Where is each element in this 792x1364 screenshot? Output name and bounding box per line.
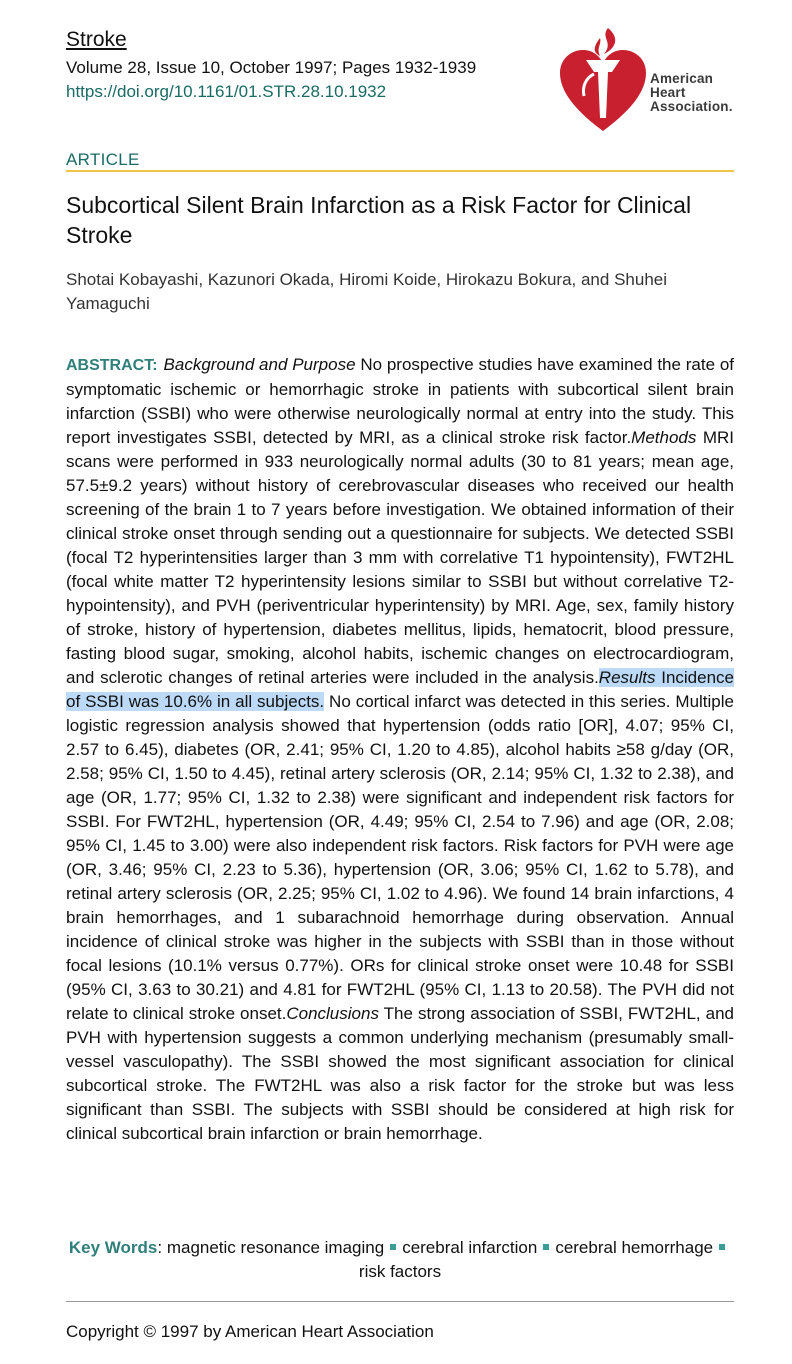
section-divider (66, 170, 734, 172)
keyword-item[interactable]: cerebral infarction (402, 1238, 538, 1257)
results-heading: Results (598, 668, 656, 687)
background-text: No prospective studies have examined the rate of symptomatic ischemic or hemorrhagic stroke in patients with subcortical silent brain infarction (SSBI) who were otherwise neurologically normal at entry into the study. This report investigates SSBI, detected by MRI, as a clinical stroke risk factor. (66, 355, 734, 447)
keywords (66, 1236, 734, 1284)
results-text: No cortical infarct was detected in this series. Multiple logistic regression analysis showed that hypertension (odds ratio [OR], 4.07; 95% CI, 2.57 to 6.45), diabetes (OR, 2.41; 95% CI, 1.20 to 4.85), alcohol habits ≥58 g/day (OR, 2.58; 95% CI, 1.50 to 4.45), retinal artery sclerosis (OR, 2.14; 95% CI, 1.32 to 2.38), and age (OR, 1.77; 95% CI, 1.32 to 2.38) were significant and independent risk factors for SSBI. For FWT2HL, hypertension (OR, 4.49; 95% CI, 2.54 to 7.96) and age (OR, 2.08; 95% CI, 1.45 to 3.00) were also independent risk factors. Risk factors for PVH were age (OR, 3.46; 95% CI, 2.23 to 5.36), hypertension (OR, 3.06; 95% CI, 1.62 to 5.78), and retinal artery sclerosis (OR, 2.25; 95% CI, 1.02 to 4.96). We found 14 brain infarctions, 4 brain hemorrhages, and 1 subarachnoid hemorrhage during observation. Annual incidence of clinical stroke was higher in the subjects with SSBI than in those without focal lesions (10.1% versus 0.77%). ORs for clinical stroke onset were 10.48 for SSBI (95% CI, 3.63 to 30.21) and 4.81 for FWT2HL (95% CI, 1.13 to 20.58). The PVH did not relate to clinical stroke onset. (66, 692, 734, 1023)
keyword-item[interactable]: risk factors (358, 1262, 442, 1281)
abstract (66, 353, 734, 1146)
results-highlight: Incidence of SSBI was 10.6% in all subjects. (66, 668, 735, 711)
doi-link[interactable]: https://doi.org/10.1161/01.STR.28.10.1932 (66, 82, 387, 101)
conclusions-text: The strong association of SSBI, FWT2HL, and PVH with hypertension suggests a common underlying mechanism (presumably small-vessel vasculopathy). The SSBI showed the most significant association for clinical subcortical stroke. The FWT2HL was also a risk factor for the stroke but was less significant than SSBI. The subjects with SSBI should be considered at high risk for clinical subcortical brain infarction or brain hemorrhage. (66, 1004, 734, 1143)
article-title: Subcortical Silent Brain Infarction as a Risk Factor for Clinical Stroke (66, 192, 692, 248)
journal-link[interactable]: Stroke (66, 28, 127, 51)
keywords-label: Key Words (68, 1238, 158, 1257)
keyword-item[interactable]: magnetic resonance imaging (166, 1238, 385, 1257)
aha-logo (556, 26, 746, 136)
volume-info: Volume 28, Issue 10, October 1997; Pages 1932-1939 (66, 58, 477, 77)
article-type-label: ARTICLE (66, 150, 140, 169)
footer-divider (66, 1301, 734, 1302)
copyright-notice: Copyright © 1997 by American Heart Association (66, 1322, 434, 1341)
keyword-separator-icon (390, 1244, 396, 1250)
abstract-label: ABSTRACT: (66, 357, 158, 374)
keywords-colon: : (157, 1238, 167, 1257)
conclusions-heading: Conclusions (286, 1004, 379, 1023)
keyword-separator-icon (543, 1244, 549, 1250)
methods-text: MRI scans were performed in 933 neurologically normal adults (30 to 81 years; mean age, 57.5±9.2 years) without history of cerebrovascular diseases who received our health screening of the brain 1 to 7 years before investigation. We obtained information of their clinical stroke onset through sending out a questionnaire for subjects. We detected SSBI (focal T2 hyperintensities larger than 3 mm with correlative T1 hypointensity), FWT2HL (focal white matter T2 hyperintensity lesions similar to SSBI but without correlative T2-hypointensity), and PVH (periventricular hyperintensity) by MRI. Age, sex, family history of stroke, history of hypertension, diabetes mellitus, lipids, hematocrit, blood pressure, fasting blood sugar, smoking, alcohol habits, ischemic changes on electrocardiogram, and sclerotic changes of retinal arteries were included in the analysis. (66, 428, 734, 687)
methods-heading: Methods (631, 428, 697, 447)
aha-wordmark: American Heart Association. (650, 71, 733, 114)
background-heading: Background and Purpose (163, 355, 356, 374)
keyword-separator-icon (719, 1244, 725, 1250)
keyword-item[interactable]: cerebral hemorrhage (555, 1238, 714, 1257)
author-list: Shotai Kobayashi, Kazunori Okada, Hiromi Koide, Hirokazu Bokura, and Shuhei Yamaguchi (66, 270, 668, 313)
aha-heart-torch-icon (556, 26, 651, 136)
